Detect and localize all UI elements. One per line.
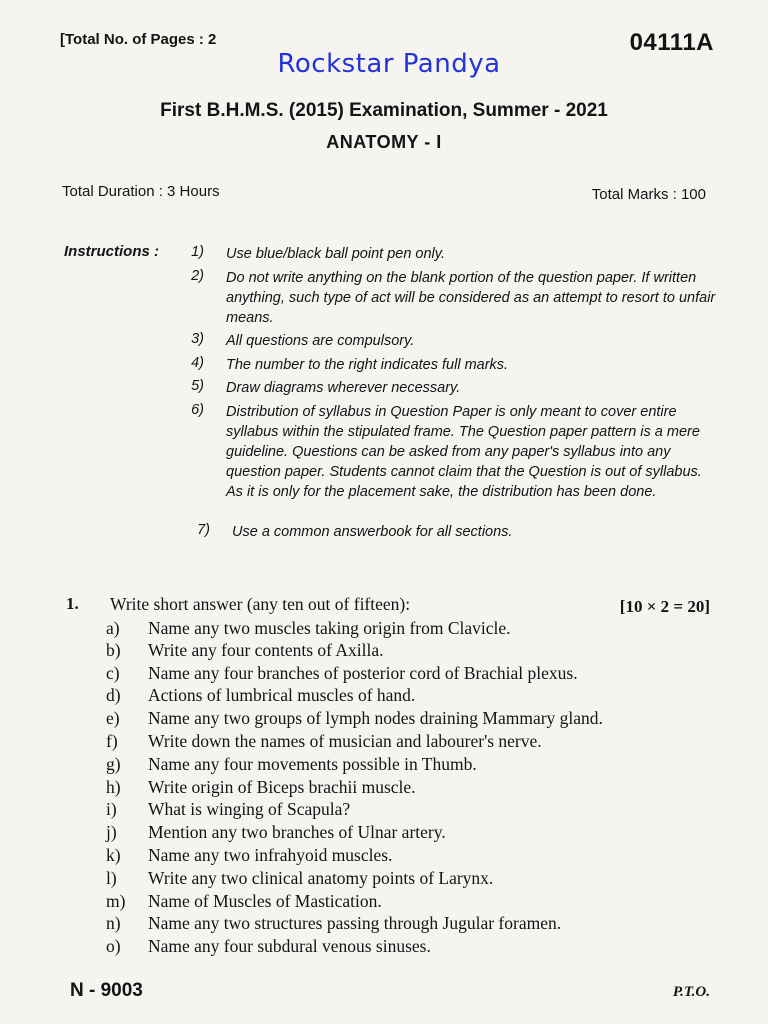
instruction-number: 7) — [197, 522, 210, 538]
subject-title: ANATOMY - I — [326, 132, 442, 152]
item-text: Actions of lumbrical muscles of hand. — [148, 685, 416, 705]
item-label: b) — [106, 640, 121, 660]
item-text: Name any four movements possible in Thumb. — [148, 754, 477, 774]
instruction-text: Do not write anything on the blank portion of the question paper. If written anything, such type of act will be considered as an attempt to resort to unfair means. — [226, 270, 716, 326]
instruction-number: 3) — [191, 331, 204, 347]
instruction-text: The number to the right indicates full marks. — [226, 357, 509, 373]
item-text: Name any four subdural venous sinuses. — [148, 936, 431, 956]
item-text: Name of Muscles of Mastication. — [148, 891, 382, 911]
item-label: l) — [106, 868, 117, 888]
item-text: What is winging of Scapula? — [148, 799, 351, 819]
item-label: g) — [106, 754, 121, 774]
instruction-text: All questions are compulsory. — [226, 333, 415, 349]
item-text: Name any two structures passing through Jugular foramen. — [148, 913, 562, 933]
instructions-label: Instructions : — [64, 243, 160, 260]
total-duration: Total Duration : 3 Hours — [62, 183, 220, 200]
item-label: e) — [106, 708, 120, 728]
total-pages-note: [Total No. of Pages : 2 — [60, 31, 217, 48]
item-label: h) — [106, 777, 121, 797]
question-marks: [10 × 2 = 20] — [619, 597, 710, 616]
item-text: Name any two muscles taking origin from Clavicle. — [148, 618, 511, 638]
question-text: Write short answer (any ten out of fifteen): — [110, 594, 411, 614]
instruction-text: Use a common answerbook for all sections. — [232, 524, 513, 540]
instruction-number: 2) — [191, 268, 204, 284]
item-label: f) — [106, 731, 118, 751]
item-label: a) — [106, 618, 120, 638]
item-label: k) — [106, 845, 121, 865]
item-text: Write origin of Biceps brachii muscle. — [148, 777, 416, 797]
exam-title: First B.H.M.S. (2015) Examination, Summer - 2021 — [160, 100, 608, 121]
paper-code: 04111A — [629, 29, 714, 56]
item-text: Mention any two branches of Ulnar artery. — [148, 822, 446, 842]
instruction-text: Draw diagrams wherever necessary. — [226, 380, 461, 396]
instruction-number: 1) — [191, 244, 204, 260]
question-number: 1. — [66, 594, 79, 613]
footer-code: N - 9003 — [70, 980, 143, 1001]
item-label: i) — [106, 799, 117, 819]
watermark-name: Rockstar Pandya — [277, 49, 501, 79]
item-label: d) — [106, 685, 121, 705]
item-text: Name any two groups of lymph nodes draining Mammary gland. — [148, 708, 603, 728]
item-label: n) — [106, 913, 121, 933]
item-text: Write any two clinical anatomy points of Larynx. — [148, 868, 494, 888]
instruction-text: Distribution of syllabus in Question Paper is only meant to cover entire syllabus within the stipulated frame. The Question paper pattern is a mere guideline. Questions can be asked from any paper's syllabus into any question paper. Students cannot claim that the Question is out of syllabus. As it is only for the placement sake, the distribution has been done. — [226, 404, 702, 500]
total-marks: Total Marks : 100 — [591, 186, 706, 203]
item-label: j) — [106, 822, 117, 842]
instruction-text: Use blue/black ball point pen only. — [226, 246, 445, 262]
item-text: Write any four contents of Axilla. — [148, 640, 384, 660]
instruction-number: 4) — [191, 355, 204, 371]
item-label: m) — [106, 891, 126, 911]
instruction-number: 6) — [191, 402, 204, 418]
item-label: c) — [106, 663, 120, 683]
pto-label: P.T.O. — [672, 984, 710, 1000]
item-text: Name any two infrahyoid muscles. — [148, 845, 393, 865]
instruction-number: 5) — [191, 378, 204, 394]
item-label: o) — [106, 936, 121, 956]
item-text: Name any four branches of posterior cord of Brachial plexus. — [148, 663, 578, 683]
item-text: Write down the names of musician and labourer's nerve. — [148, 731, 542, 751]
